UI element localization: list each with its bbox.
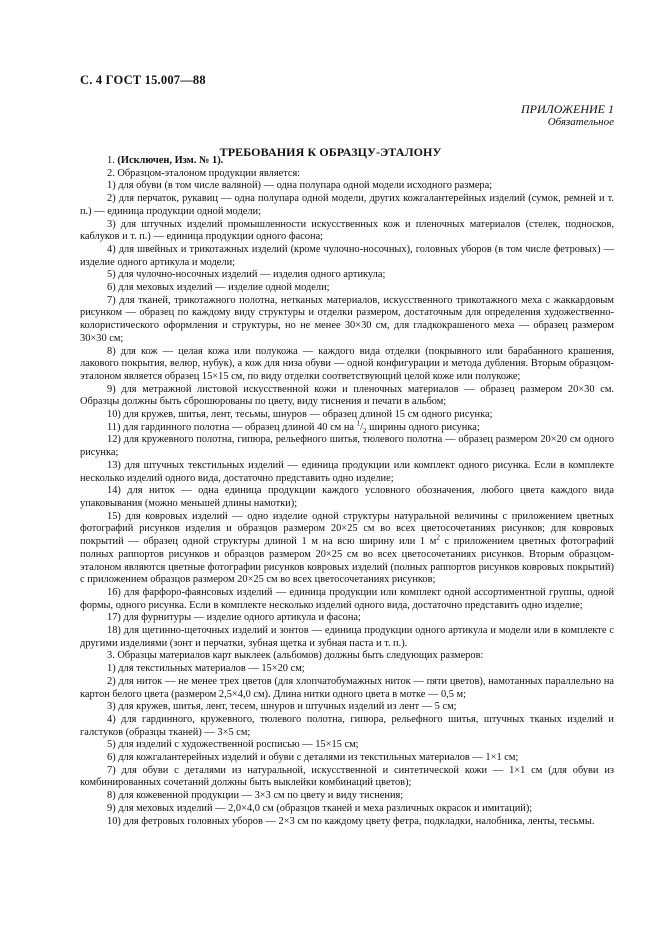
paragraph: 5) для чулочно-носочных изделий — изделия одного артикула;: [107, 269, 386, 281]
paragraph: 12) для кружевного полотна, гипюра, рельефного шитья, тюлевого полотна — образец размером 20×20 см одного рисунка;: [80, 434, 614, 459]
paragraph: 2. Образцом-эталоном продукции является:: [107, 167, 301, 179]
appendix-status: Обязательное: [547, 116, 614, 128]
paragraph-text-bold: (Исключен, Изм. № 1).: [117, 155, 224, 166]
paragraph: 6) для меховых изделий — изделие одной модели;: [107, 282, 330, 294]
page-header: С. 4 ГОСТ 15.007—88: [80, 73, 206, 87]
paragraph: 18) для щетинно-щеточных изделий и зонтов — единица продукции одного артикула и модели или в комплекте с другими изделиями (зонт и перчатки, зубная щетка и зубная паста и т. п.).: [80, 625, 614, 649]
paragraph-number: 1.: [107, 155, 115, 166]
paragraph: 2) для перчаток, рукавиц — одна полупара одной модели, других кожгалантерейных изделий (сумок, ремней и т. п.) — единица продукции одной модели;: [80, 193, 614, 217]
paragraph: 11) для гардинного полотна — образец длиной 40 см на $^1/_2$ ширины одного рисунка;: [107, 419, 480, 435]
paragraph: 9) для меховых изделий — 2,0×4,0 см (образцов тканей и меха различных окрасок и имитаций);: [107, 802, 533, 814]
document-body: [80, 155, 614, 828]
paragraph-text: 15) для ковровых изделий — одно изделие одной структуры натуральной величины с приложением цветных фотографий рисунков изделия и образцов размером 20×25 см во всех цветосочетаниях рисунков; для ковровых покрытий — образец одной структуры длиной 1 м на всю ширину или 1 м: [80, 510, 614, 548]
paragraph-text: с приложением цветных фотографий полных раппортов рисунков и образцов размером 20×25 см во всех цветосочетаниях рисунков. Вторым образцом-эталоном являются цветные фотографии рисунков ковровых изделий (полных раппортов рисунков ковровых покрытий) с приложением образцов размером 20×25 см во всех цветосочетаниях рисунков;: [80, 536, 614, 586]
paragraph-text: ширины одного рисунка;: [369, 421, 480, 433]
paragraph: 10) для кружев, шитья, лент, тесьмы, шнуров — образец длиной 15 см одного рисунка;: [107, 409, 493, 421]
paragraph: 6) для кожгалантерейных изделий и обуви с деталями из текстильных материалов — 1×1 см;: [107, 752, 519, 764]
paragraph: 7) для обуви с деталями из натуральной, искусственной и синтетической кожи — 1×1 см (для обуви из комбинированных сочетаний должны быть выклейки комбинаций цветов);: [80, 764, 614, 789]
paragraph: 9) для метражной листовой искусственной кожи и пленочных материалов — образец размером 20×30 см. Образцы должны быть сброшюрованы по цвету, виду тиснения и печати в альбом;: [80, 383, 614, 408]
appendix-label: [521, 103, 614, 129]
paragraph: 8) для кож — целая кожа или полукожа — каждого вида отделки (покрывного или барабанного крашения, лакового покрытия, велюр, нубук), а кож для низа обуви — одной конфигурации и метода дубления. Вторым образцом-эталоном является образец 15×15 см, по виду отделки соответствующий целой коже или полукоже;: [80, 345, 614, 382]
paragraph: 14) для ниток — одна единица продукции каждого условного обозначения, любого цвета каждого вида упаковывания (можно меньшей длины намотки);: [80, 485, 614, 509]
paragraph: 8) для кожевенной продукции — 3×3 см по цвету и виду тиснения;: [107, 790, 404, 802]
paragraph: 3) для штучных изделий промышленности искусственных кож и пленочных материалов (стелек, подносков, каблуков и т. п.) — единица продукции одного фасона;: [80, 218, 614, 243]
paragraph: 1) для текстильных материалов — 15×20 см;: [107, 663, 305, 675]
paragraph: 7) для тканей, трикотажного полотна, нетканых материалов, искусственного трикотажного меха с жаккардовым рисунком — образец по каждому виду структуры и отделки размером, достаточным для определения художественно-колористического оформления и структуры, но не менее 30×30 см, для гладкокрашеного меха — образец размером 30×30 см;: [80, 294, 614, 344]
paragraph: 5) для изделий с художественной росписью — 15×15 см;: [107, 739, 359, 751]
paragraph: 1) для обуви (в том числе валяной) — одна полупара одной модели исходного размера;: [107, 180, 493, 192]
paragraph: 3. Образцы материалов карт выклеек (альбомов) должны быть следующих размеров:: [107, 650, 484, 662]
fraction-numerator: 1: [356, 419, 361, 428]
paragraph: 4) для швейных и трикотажных изделий (кроме чулочно-носочных), головных уборов (в том числе фетровых) — изделие одного артикула и модели;: [80, 243, 614, 268]
section-title: ТРЕБОВАНИЯ К ОБРАЗЦУ-ЭТАЛОНУ: [219, 145, 442, 159]
paragraph: 17) для фурнитуры — изделие одного артикула и фасона;: [107, 612, 361, 624]
paragraph: 3) для кружев, шитья, лент, тесем, шнуров и штучных изделий из лент — 5 см;: [107, 701, 457, 713]
paragraph: 10) для фетровых головных уборов — 2×3 см по каждому цвету фетра, подкладки, налобника, ленты, тесьмы.: [107, 815, 595, 827]
appendix-title: ПРИЛОЖЕНИЕ 1: [521, 102, 614, 116]
paragraph-text: 11) для гардинного полотна — образец длиной 40 см на: [107, 421, 355, 433]
superscript: 2: [436, 533, 440, 542]
paragraph: 16) для фарфоро-фаянсовых изделий — единица продукции или комплект одной ассортиментной группы, одной формы, одного рисунка. Если в комплекте несколько изделий одного вида, достаточно представить одно изделие;: [80, 586, 614, 611]
paragraph: 2) для ниток — не менее трех цветов (для хлопчатобумажных ниток — пяти цветов), намотанных параллельно на картон белого цвета (размером 2,5×4,0 см). Длина нитки одного цвета в мотке — 0,5 м;: [80, 675, 614, 700]
fraction-denominator: 2: [363, 426, 367, 435]
paragraph: [80, 155, 614, 168]
paragraph: 13) для штучных текстильных изделий — единица продукции или комплект одного рисунка. Если в комплекте несколько изделий одного вида, достаточно представить одно изделие;: [80, 459, 614, 484]
paragraph: 4) для гардинного, кружевного, тюлевого полотна, гипюра, рельефного шитья, штучных тканых изделий и галстуков (образцы тканей) — 3×5 см;: [80, 713, 614, 738]
paragraph: [80, 511, 614, 587]
